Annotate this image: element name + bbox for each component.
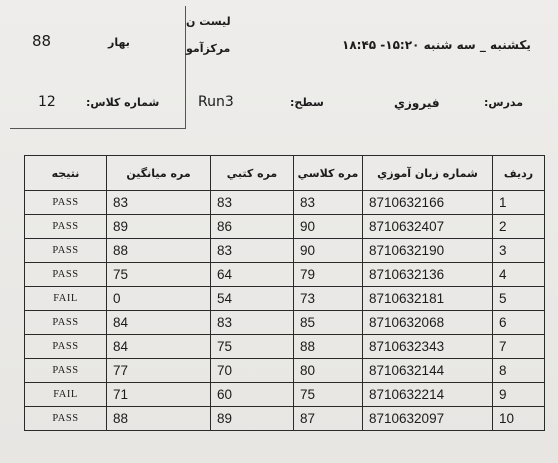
class-score-cell: 87 [294,407,363,431]
class-score-cell: 79 [294,263,363,287]
average-score-cell: 71 [107,383,211,407]
row-number-cell: 8 [493,359,545,383]
table-row [25,335,545,359]
column-header-student-id: شماره زبان آموزي [363,156,493,191]
row-number-cell: 5 [493,287,545,311]
class-score-cell: 73 [294,287,363,311]
student-id-cell: 8710632407 [363,215,493,239]
table-header-row [25,156,545,191]
average-score-cell: 84 [107,335,211,359]
written-score-cell: 83 [211,311,294,335]
row-number-cell: 10 [493,407,545,431]
table-row [25,287,545,311]
row-number-cell: 9 [493,383,545,407]
row-number-cell: 1 [493,191,545,215]
student-id-cell: 8710632214 [363,383,493,407]
row-number-cell: 2 [493,215,545,239]
class-score-cell: 80 [294,359,363,383]
table-row [25,215,545,239]
written-score-cell: 75 [211,335,294,359]
student-id-cell: 8710632343 [363,335,493,359]
written-score-cell: 54 [211,287,294,311]
average-score-cell: 83 [107,191,211,215]
written-score-cell: 64 [211,263,294,287]
student-id-cell: 8710632144 [363,359,493,383]
term-number: 88 [32,32,52,50]
average-score-cell: 89 [107,215,211,239]
column-header-result: نتيجه [25,156,107,191]
written-score-cell: 70 [211,359,294,383]
class-number-label: شماره کلاس: [86,96,160,109]
season: بهار [108,36,130,49]
table-row [25,359,545,383]
class-score-cell: 83 [294,191,363,215]
level-value: Run3 [198,94,234,110]
result-cell: PASS [25,215,107,239]
table-row [25,311,545,335]
student-id-cell: 8710632097 [363,407,493,431]
written-score-cell: 83 [211,191,294,215]
page-title: ليست ن [186,15,231,28]
student-id-cell: 8710632068 [363,311,493,335]
center-name: مرکزآمو [186,42,231,55]
class-schedule: يکشنبه _ سه شنبه ۱۵:۲۰- ۱۸:۴۵ [342,38,531,52]
result-cell: PASS [25,359,107,383]
table-row [25,191,545,215]
result-cell: FAIL [25,383,107,407]
row-number-cell: 6 [493,311,545,335]
average-score-cell: 75 [107,263,211,287]
class-score-cell: 90 [294,239,363,263]
average-score-cell: 88 [107,239,211,263]
written-score-cell: 89 [211,407,294,431]
result-cell: PASS [25,311,107,335]
result-cell: PASS [25,407,107,431]
row-number-cell: 3 [493,239,545,263]
class-score-cell: 75 [294,383,363,407]
average-score-cell: 88 [107,407,211,431]
column-header-written-score: مره کتبي [211,156,294,191]
written-score-cell: 83 [211,239,294,263]
result-cell: PASS [25,335,107,359]
teacher-label: مدرس: [484,96,524,109]
level-label: سطح: [290,96,324,109]
result-cell: PASS [25,239,107,263]
student-id-cell: 8710632136 [363,263,493,287]
table-row [25,383,545,407]
class-score-cell: 88 [294,335,363,359]
row-number-cell: 7 [493,335,545,359]
student-id-cell: 8710632181 [363,287,493,311]
result-cell: FAIL [25,287,107,311]
column-header-row-number: رديف [493,156,545,191]
written-score-cell: 60 [211,383,294,407]
average-score-cell: 0 [107,287,211,311]
column-header-average: مره ميانگين [107,156,211,191]
student-id-cell: 8710632166 [363,191,493,215]
header-box [10,6,186,129]
column-header-class-score: مره کلاسي [294,156,363,191]
teacher-name: فيروزي [394,96,440,110]
class-score-cell: 90 [294,215,363,239]
result-cell: PASS [25,263,107,287]
table-row [25,263,545,287]
row-number-cell: 4 [493,263,545,287]
class-score-cell: 85 [294,311,363,335]
average-score-cell: 77 [107,359,211,383]
student-id-cell: 8710632190 [363,239,493,263]
class-number: 12 [38,94,56,110]
result-cell: PASS [25,191,107,215]
average-score-cell: 84 [107,311,211,335]
table-row [25,239,545,263]
grades-table [24,155,545,431]
table-row [25,407,545,431]
written-score-cell: 86 [211,215,294,239]
table-body [25,191,545,431]
